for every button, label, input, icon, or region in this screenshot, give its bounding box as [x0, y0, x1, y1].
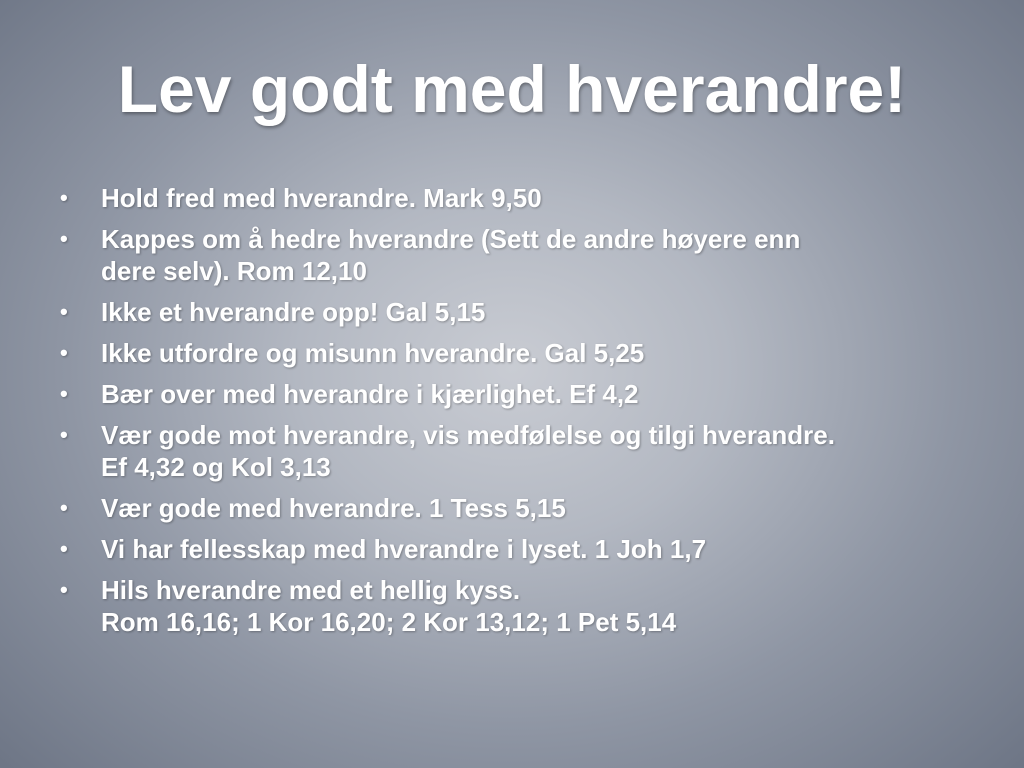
slide-title: Lev godt med hverandre!	[117, 52, 907, 126]
list-item-text: Bær over med hverandre i kjærlighet. Ef 4,2	[101, 379, 639, 409]
list-item	[60, 419, 960, 483]
list-item-text: Vær gode mot hverandre, vis medfølelse og tilgi hverandre.	[101, 420, 835, 450]
list-item-text: Hils hverandre med et hellig kyss.	[101, 575, 521, 605]
bullet-icon: •	[60, 577, 68, 602]
bullet-icon: •	[60, 495, 68, 520]
bullet-icon: •	[60, 226, 68, 251]
list-item	[60, 492, 960, 524]
list-item	[60, 533, 960, 565]
bullet-list	[60, 182, 960, 647]
bullet-icon: •	[60, 185, 68, 210]
list-item-text: Hold fred med hverandre. Mark 9,50	[101, 183, 542, 213]
list-item	[60, 223, 960, 287]
list-item	[60, 378, 960, 410]
list-item-text-continued: dere selv). Rom 12,10	[101, 256, 367, 286]
bullet-icon: •	[60, 536, 68, 561]
list-item	[60, 574, 960, 638]
list-item-text: Kappes om å hedre hverandre (Sett de andre høyere enn	[101, 224, 801, 254]
list-item-text-continued: Rom 16,16; 1 Kor 16,20; 2 Kor 13,12; 1 Pet 5,14	[101, 607, 677, 637]
list-item-text: Vi har fellesskap med hverandre i lyset. 1 Joh 1,7	[101, 534, 707, 564]
bullet-icon: •	[60, 299, 68, 324]
list-item	[60, 337, 960, 369]
list-item	[60, 296, 960, 328]
bullet-icon: •	[60, 381, 68, 406]
list-item-text: Vær gode med hverandre. 1 Tess 5,15	[101, 493, 566, 523]
bullet-icon: •	[60, 340, 68, 365]
list-item	[60, 182, 960, 214]
bullet-icon: •	[60, 422, 68, 447]
list-item-text-continued: Ef 4,32 og Kol 3,13	[101, 452, 331, 482]
list-item-text: Ikke utfordre og misunn hverandre. Gal 5,25	[101, 338, 645, 368]
list-item-text: Ikke et hverandre opp! Gal 5,15	[101, 297, 486, 327]
